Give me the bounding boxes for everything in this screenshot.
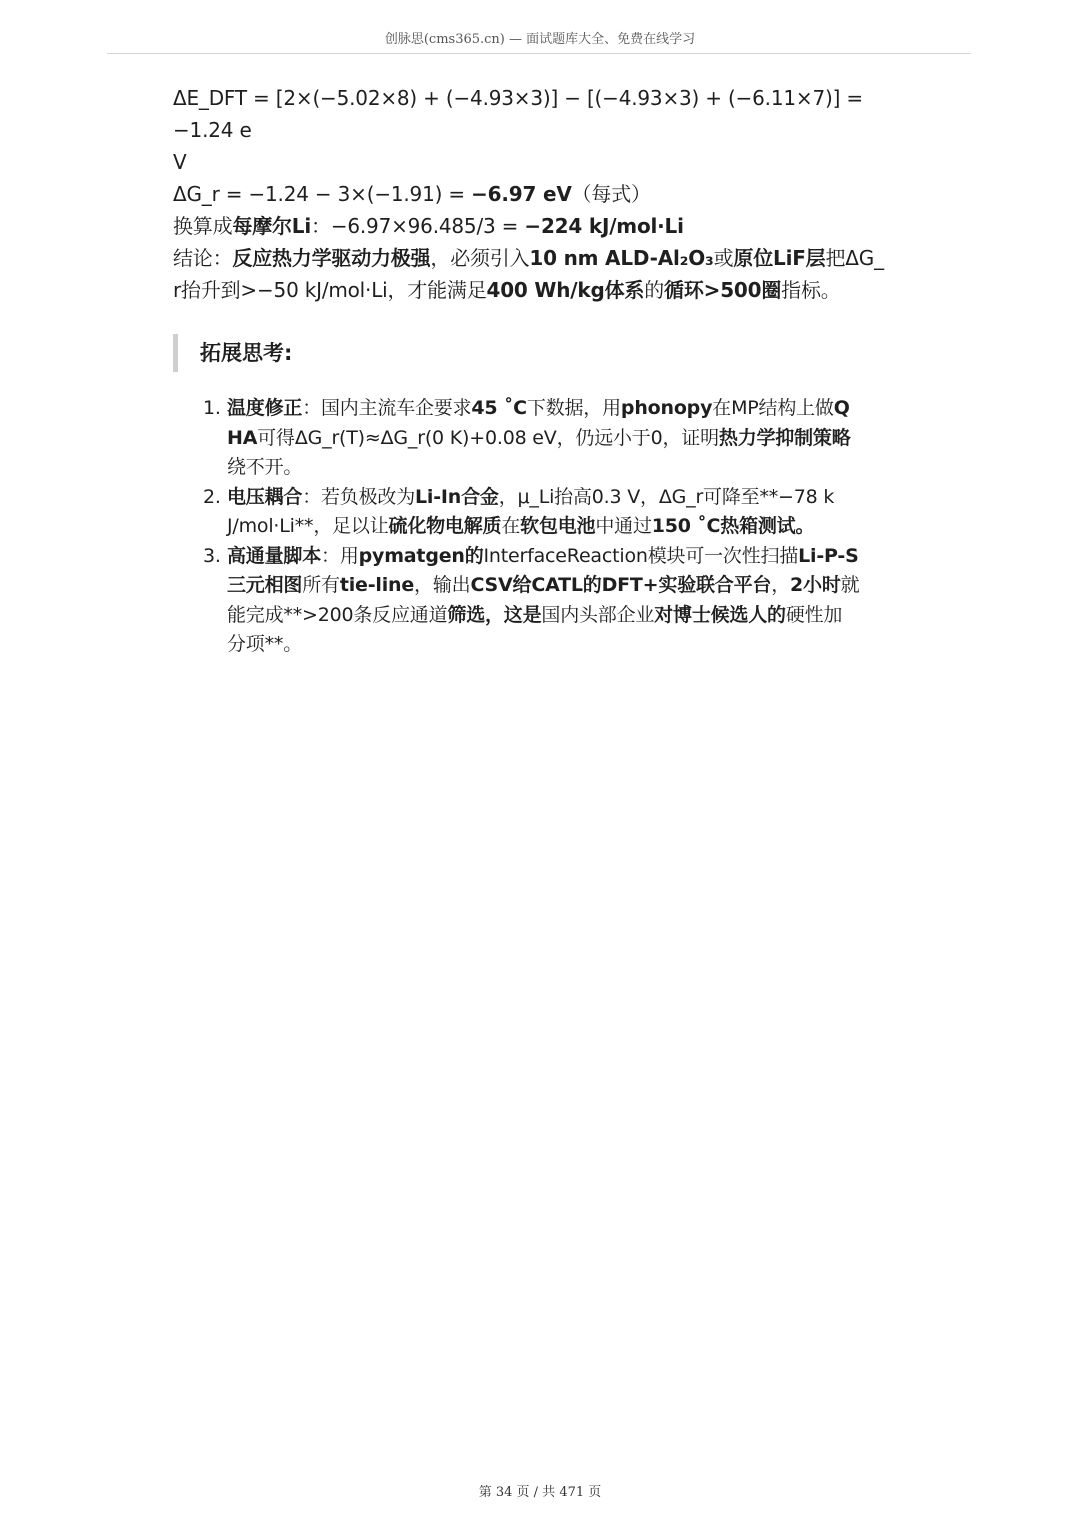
list-item (173, 394, 927, 483)
header-divider (107, 53, 971, 54)
delta-g-line: ΔG_r = −1.24 − 3×(−1.91) = −6.97 eV（每式） (173, 182, 651, 206)
conclusion-line-wrap: r抬升到>−50 kJ/mol·Li，才能满足400 Wh/kg体系的循环>500圈指标。 (173, 278, 841, 302)
document-body (173, 82, 927, 660)
list-item-line: 分项**。 (227, 633, 303, 655)
list-number: 1. (203, 397, 221, 419)
delta-e-dft-line: ΔE_DFT = [2×(−5.02×8) + (−4.93×3)] − [(−4.93×3) + (−6.11×7)] = −1.24 e (173, 86, 863, 142)
page-header: 创脉思(cms365.cn) — 面试题库大全、免费在线学习 (384, 32, 696, 47)
list-item-line: 三元相图所有tie-line，输出CSV给CATL的DFT+实验联合平台，2小时就 (227, 574, 860, 596)
list-item-line: 电压耦合：若负极改为Li-In合金，μ_Li抬高0.3 V，ΔG_r可降至**−78 k (227, 485, 835, 508)
list-item-line: 温度修正：国内主流车企要求45 ˚C下数据，用phonopy在MP结构上做Q (227, 397, 850, 419)
list-item-line: 绕不开。 (227, 456, 303, 478)
list-item (173, 483, 927, 542)
list-number: 2. (203, 485, 221, 508)
list-item-line: 能完成**>200条反应通道筛选，这是国内头部企业对博士候选人的硬性加 (227, 603, 843, 626)
extension-list (173, 394, 927, 660)
list-item-line: HA可得ΔG_r(T)≈ΔG_r(0 K)+0.08 eV，仍远小于0，证明热力学抑制策略 (227, 426, 851, 449)
calculation-block (173, 82, 927, 306)
list-item-line: J/mol·Li**，足以让硫化物电解质在软包电池中通过150 ˚C热箱测试。 (227, 515, 815, 537)
list-item (173, 542, 927, 660)
delta-e-dft-line-wrap: V (173, 150, 187, 174)
list-item-line: 高通量脚本：用pymatgen的InterfaceReaction模块可一次性扫描Li-P-S (227, 544, 859, 567)
extension-heading: 拓展思考: (173, 334, 927, 372)
page-number: 第 34 页 / 共 471 页 (478, 1485, 602, 1500)
conclusion-line: 结论：反应热力学驱动力极强，必须引入10 nm ALD-Al₂O₃或原位LiF层把ΔG_ (173, 246, 884, 270)
list-number: 3. (203, 544, 221, 567)
per-mole-conversion-line: 换算成每摩尔Li：−6.97×96.485/3 = −224 kJ/mol·Li (173, 214, 684, 238)
